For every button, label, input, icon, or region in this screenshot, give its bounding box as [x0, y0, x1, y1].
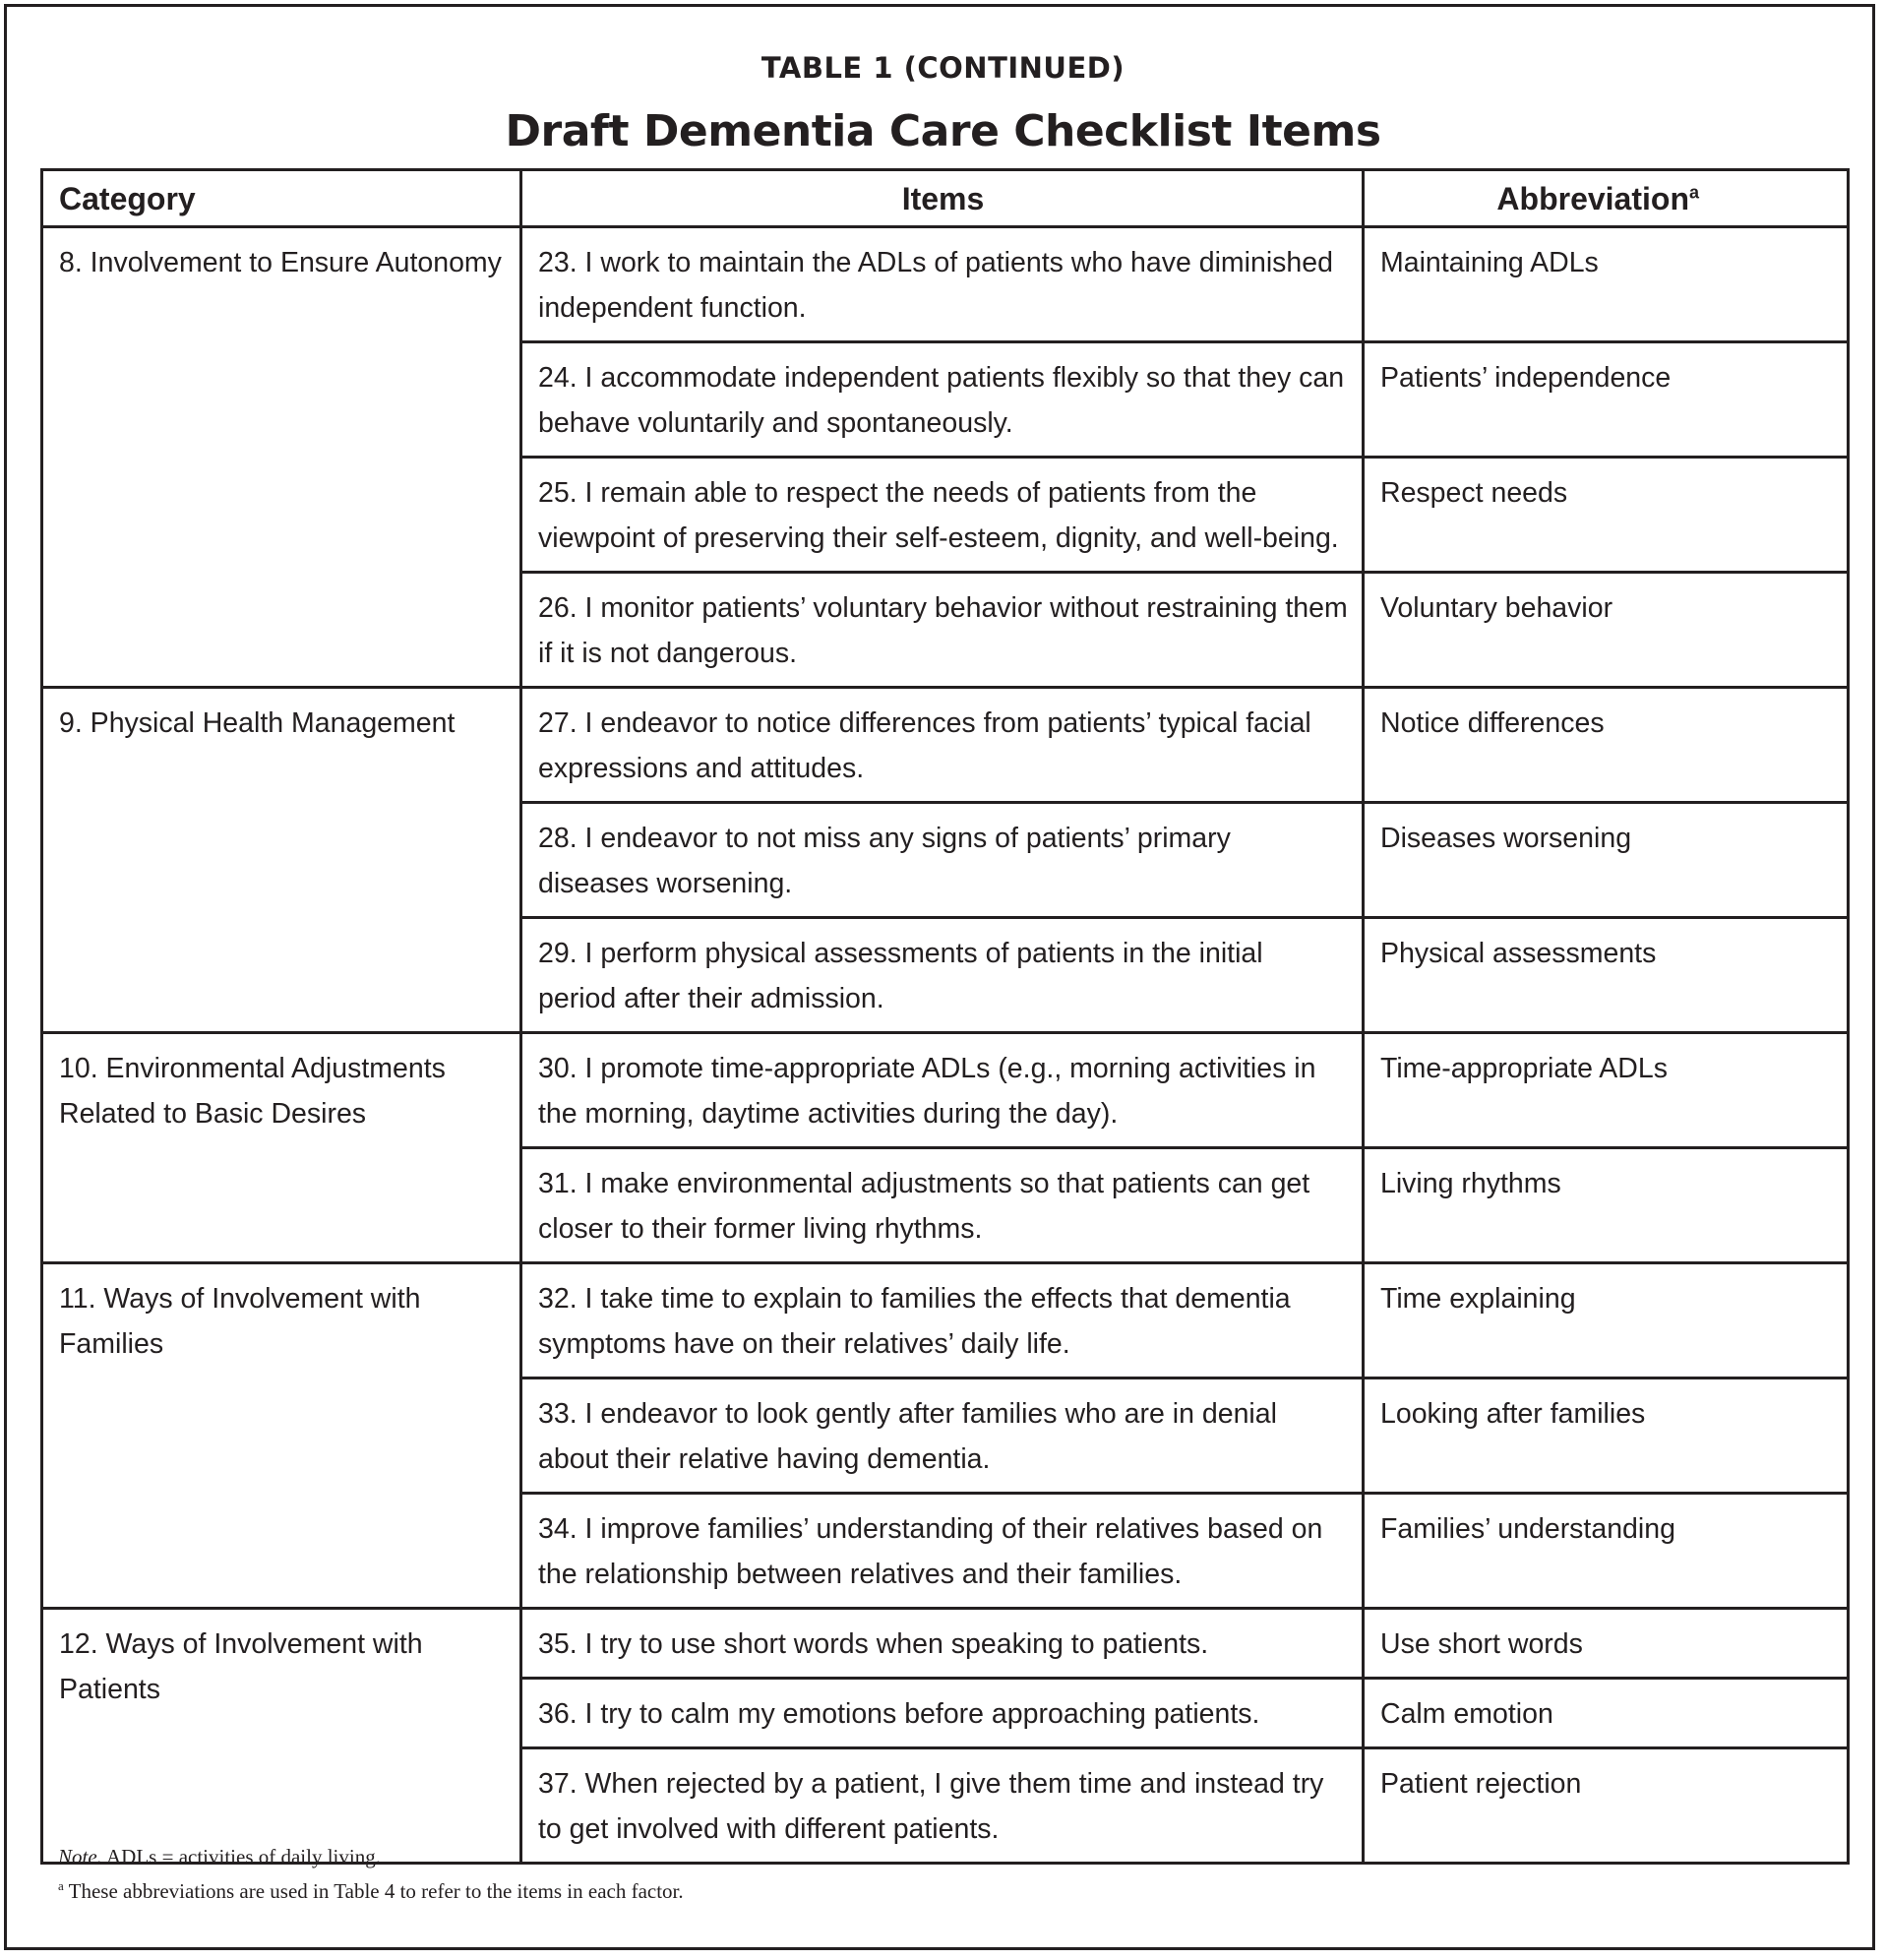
category-cell: 12. Ways of Involvement with Patients [42, 1609, 521, 1864]
item-cell: 37. When rejected by a patient, I give them time and instead try to get involved with different patients. [521, 1748, 1364, 1864]
table-notes [58, 1842, 684, 1906]
abbreviation-cell: Notice differences [1364, 688, 1849, 803]
category-cell: 10. Environmental Adjustments Related to Basic Desires [42, 1033, 521, 1263]
table-row [42, 227, 1849, 342]
item-cell: 24. I accommodate independent patients flexibly so that they can behave voluntarily and spontaneously. [521, 342, 1364, 458]
header-abbreviation: Abbreviation$^a$ [1364, 170, 1849, 227]
abbreviation-cell: Use short words [1364, 1609, 1849, 1679]
item-cell: 23. I work to maintain the ADLs of patients who have diminished independent function. [521, 227, 1364, 342]
item-cell: 31. I make environmental adjustments so that patients can get closer to their former living rhythms. [521, 1148, 1364, 1263]
category-cell: 11. Ways of Involvement with Families [42, 1263, 521, 1609]
abbreviation-cell: Physical assessments [1364, 918, 1849, 1033]
category-cell: 8. Involvement to Ensure Autonomy [42, 227, 521, 688]
item-cell: 35. I try to use short words when speaking to patients. [521, 1609, 1364, 1679]
item-cell: 36. I try to calm my emotions before approaching patients. [521, 1679, 1364, 1748]
abbreviation-cell: Respect needs [1364, 458, 1849, 573]
table-row [42, 1033, 1849, 1148]
item-cell: 33. I endeavor to look gently after families who are in denial about their relative having dementia. [521, 1378, 1364, 1494]
item-cell: 32. I take time to explain to families the effects that dementia symptoms have on their relatives’ daily life. [521, 1263, 1364, 1378]
table-label: TABLE 1 (CONTINUED) [760, 51, 1126, 85]
footnote-marker: a [1688, 182, 1699, 203]
abbreviation-cell: Diseases worsening [1364, 803, 1849, 918]
abbreviation-cell: Families’ understanding [1364, 1494, 1849, 1609]
item-cell: 29. I perform physical assessments of patients in the initial period after their admission. [521, 918, 1364, 1033]
header-items: Items [521, 170, 1364, 227]
header-category: Category [42, 170, 521, 227]
abbreviation-cell: Living rhythms [1364, 1148, 1849, 1263]
item-cell: 26. I monitor patients’ voluntary behavior without restraining them if it is not dangerous. [521, 573, 1364, 688]
header-row [42, 170, 1849, 227]
table-row [42, 688, 1849, 803]
abbreviation-cell: Looking after families [1364, 1378, 1849, 1494]
note-line: Note. ADLs = activities of daily living. [58, 1845, 381, 1868]
abbreviation-cell: Maintaining ADLs [1364, 227, 1849, 342]
checklist-table [40, 168, 1850, 1865]
table-row [42, 1609, 1849, 1679]
abbreviation-cell: Calm emotion [1364, 1679, 1849, 1748]
table-title: Draft Dementia Care Checklist Items [505, 106, 1381, 156]
abbreviation-cell: Time explaining [1364, 1263, 1849, 1378]
abbreviation-cell: Voluntary behavior [1364, 573, 1849, 688]
item-cell: 30. I promote time-appropriate ADLs (e.g., morning activities in the morning, daytime activities during the day). [521, 1033, 1364, 1148]
table-body [42, 227, 1849, 1864]
category-cell: 9. Physical Health Management [42, 688, 521, 1033]
abbreviation-cell: Time-appropriate ADLs [1364, 1033, 1849, 1148]
item-cell: 28. I endeavor to not miss any signs of patients’ primary diseases worsening. [521, 803, 1364, 918]
item-cell: 34. I improve families’ understanding of their relatives based on the relationship between relatives and their families. [521, 1494, 1364, 1609]
abbreviation-cell: Patients’ independence [1364, 342, 1849, 458]
item-cell: 25. I remain able to respect the needs of patients from the viewpoint of preserving their self-esteem, dignity, and well-being. [521, 458, 1364, 573]
abbreviation-cell: Patient rejection [1364, 1748, 1849, 1864]
table-row [42, 1263, 1849, 1378]
item-cell: 27. I endeavor to notice differences from patients’ typical facial expressions and attitudes. [521, 688, 1364, 803]
footnote-line: $^a$ These abbreviations are used in Table 4 to refer to the items in each factor. [58, 1878, 684, 1903]
